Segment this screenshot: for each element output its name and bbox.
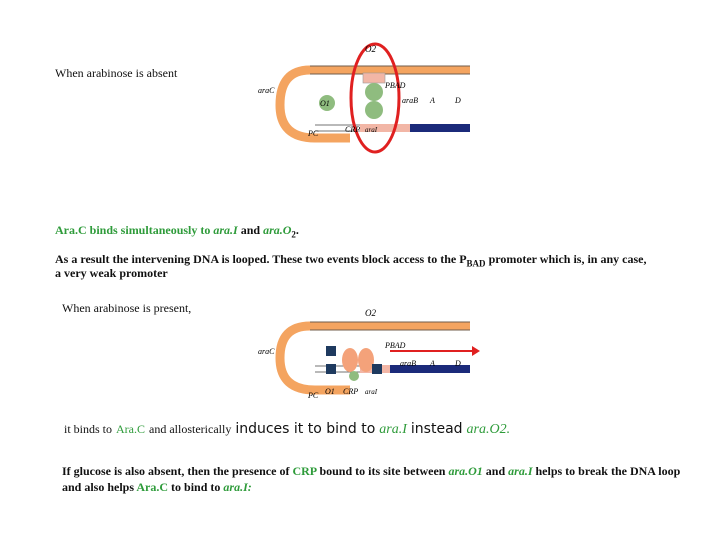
period: . [295,223,299,237]
pbad-sub: BAD [466,258,486,269]
p2-gene1: ara.I [379,422,407,437]
paragraph2 [64,420,510,438]
label-d: D [455,96,461,105]
arao2-sub: 2 [291,229,296,240]
arac-protein-5 [358,348,374,372]
p3-arac: Ara.C [136,480,169,494]
label-b: araB [402,96,418,105]
o2-site-box [363,73,385,83]
paragraph3-line1 [62,464,680,479]
arac-protein-1 [365,83,383,101]
arabinose-1 [326,346,336,356]
arac-protein-4 [342,348,358,372]
crp-protein [349,371,359,381]
diagram2-figure [250,298,500,408]
dna-loop-2 [280,326,470,390]
p2-gene2: ara.O2. [466,422,511,437]
arac-protein-2 [365,101,383,119]
label-o2: O2 [365,44,376,54]
p3-arao1: ara.O1 [448,464,483,478]
line-b-prefix: As a result the intervening DNA is looped. These two events block access to the P [55,252,467,266]
label-crp: CRP [345,125,361,134]
p3-l2-prefix: and also helps [62,480,135,494]
p3-arai: ara.I [508,464,533,478]
diagram1-figure [250,30,500,160]
p2-instead: instead [410,421,463,437]
label-arai-2: araI [365,388,378,396]
arabinose-2 [326,364,336,374]
label-arai: araI [365,126,378,134]
label-a-2: A [430,359,435,368]
and-text: and [240,223,261,237]
transcription-arrow-head [472,346,480,356]
diagram2-caption: When arabinose is present, [62,301,192,315]
label-a: A [430,96,435,105]
label-o2-2: O2 [365,308,376,318]
label-pbad-2: PBAD [385,341,406,350]
label-arac-2: araC [258,347,275,356]
arabinose-3 [372,364,382,374]
p3-l1-mid: bound to its site between [319,464,446,478]
p2-large: induces it to bind to [235,421,376,437]
label-pc-2: PC [308,391,319,400]
paragraph1-line-a [55,223,299,242]
arac-text: Ara.C binds simultaneously to [55,223,211,237]
p2-arac: Ara.C [116,422,146,436]
p3-l1-prefix: If glucose is also absent, then the presence of [62,464,290,478]
p3-arai-2: ara.I: [223,480,252,494]
p3-l2-mid: to bind to [171,480,221,494]
label-pc: PC [308,129,319,138]
paragraph3-line2 [62,480,252,495]
p2-mid: and allosterically [149,422,232,436]
label-o1: O1 [320,99,330,108]
label-arac: araC [258,86,275,95]
arai-text: ara.I [213,223,238,237]
label-b-2: araB [400,359,416,368]
gene-bar-1 [410,124,470,132]
diagram1-caption: When arabinose is absent [55,66,178,80]
line-b-suffix: promoter which is, in any case, [488,252,647,266]
label-d-2: D [455,359,461,368]
p3-and: and [485,464,506,478]
p3-l1-suffix: helps to break the DNA loop [535,464,681,478]
label-pbad: PBAD [385,81,406,90]
label-o1-2: O1 [325,387,335,396]
p3-crp: CRP [292,464,317,478]
label-crp-2: CRP [343,387,359,396]
paragraph1-line-c: a very weak promoter [55,266,168,280]
p2-prefix: it binds to [64,422,113,436]
arao2-text: ara.O [263,223,292,237]
